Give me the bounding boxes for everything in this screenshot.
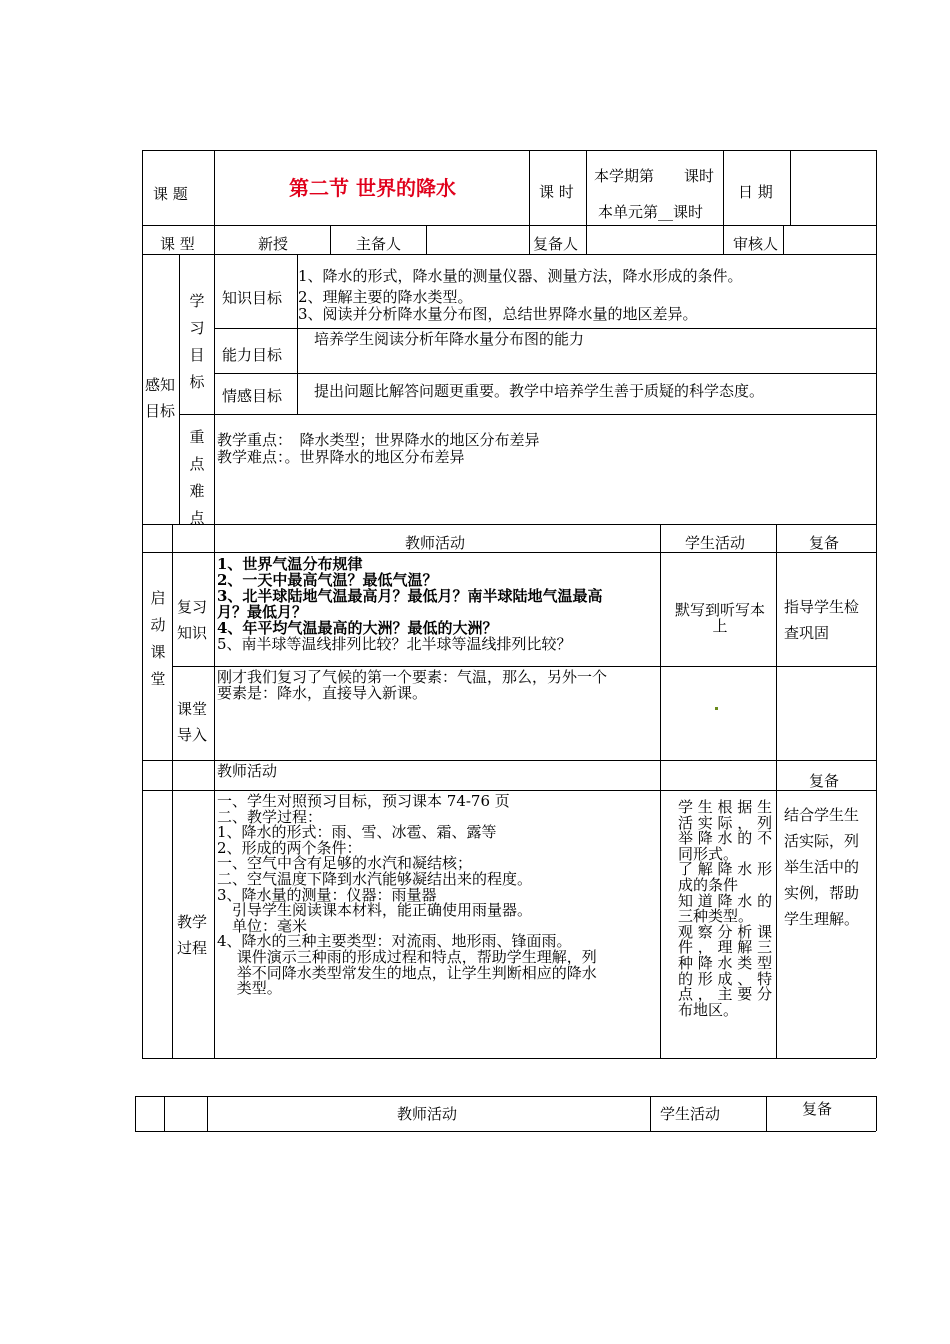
- type-label: 课 型: [160, 235, 195, 253]
- presenter-label: 主备人: [356, 235, 402, 253]
- key-points-label: 重 点 难 点: [189, 428, 205, 527]
- process-student-activity: 学 生 根 据 生 活 实 际 ， 列 举 降 水 的 不 同形式。 了 解 降 水 形 成的条件 知 道 降 水 的 三种类型。 观 察 分 析 课 件 ， 理 解 三 种 降 水 类 型 的 形 成 、 特 点 ， 主 要 分 布地区。: [678, 798, 773, 1019]
- student-activity-header: 学生活动: [685, 534, 746, 552]
- process-review-note: 结合学生生 活实际，列 举生活中的 实例，帮助 学生理解。: [784, 806, 860, 928]
- period-label: 课 时: [539, 183, 574, 201]
- key-points-text: 教学重点： 降水类型；世界降水的地区分布差异 教学难点：。世界降水的地区分布差异: [217, 431, 540, 466]
- objectives-section-label: 感知 目标: [145, 376, 176, 420]
- semester-period: 本学期第 课时: [594, 167, 715, 185]
- lesson-title: 第二节 世界的降水: [289, 176, 456, 200]
- review-student-activity: 默写到听写本 上: [674, 601, 765, 635]
- reviewer-label: 复备人: [533, 235, 579, 253]
- date-label: 日 期: [738, 183, 773, 201]
- bottom-review: 复备: [802, 1100, 833, 1118]
- type-value: 新授: [258, 235, 289, 253]
- emotion-goal-text: 提出问题比解答问题更重要。教学中培养学生善于质疑的科学态度。: [314, 382, 765, 400]
- class-intro-label: 课堂 导入: [177, 700, 208, 744]
- bottom-student-activity: 学生活动: [660, 1105, 721, 1123]
- unit-period: 本单元第__课时: [598, 203, 704, 221]
- teaching-process-text: 一、学生对照预习目标，预习课本 74-76 页 二、教学过程： 1、降水的形式：雨、雪、冰雹、霜、露等 2、形成的两个条件： 一、空气中含有足够的水汽和凝结核； 二、空气温度下降到水汽能够凝结出来的程度。 3、降水量的测量：仪器：雨量器 引导学生阅读课本材料，能正确使用雨量器。 单位：毫米 4、降水的三种主要类型：对流雨、地形雨、锋面雨。 课件演示三种雨的形成过程和特点，帮助学生理解，列 举不同降水类型常发生的地点，让学生判断相应的降水 类型。: [217, 792, 597, 998]
- ability-goal-label: 能力目标: [222, 346, 283, 364]
- class-intro-text: 刚才我们复习了气候的第一个要素：气温，那么，另外一个 要素是：降水，直接导入新课。: [217, 668, 608, 702]
- stray-mark: [715, 707, 718, 710]
- review-note: 指导学生检 查巩固: [784, 598, 860, 642]
- ability-goal-text: 培养学生阅读分析年降水量分布图的能力: [314, 330, 585, 348]
- knowledge-goal-text: 1、降水的形式，降水量的测量仪器、测量方法，降水形成的条件。 2、理解主要的降水类型。 3、阅读并分析降水量分布图，总结世界降水量的地区差异。: [298, 267, 743, 323]
- auditor-label: 审核人: [733, 235, 779, 253]
- topic-label: 课 题: [153, 185, 188, 203]
- teaching-process-label: 教学 过程: [177, 913, 208, 957]
- review-header: 复备: [809, 534, 840, 552]
- review-knowledge-label: 复习 知识: [177, 598, 208, 642]
- teacher-activity-header: 教师活动: [405, 534, 466, 552]
- review-knowledge-text: 1、世界气温分布规律 2、一天中最高气温？最低气温？ 3、北半球陆地气温最高月？最低月？南半球陆地气温最高 月？最低月？ 4、年平均气温最高的大洲？最低的大洲？ 5、南半球等温线排列比较？北半球等温线排列比较？: [217, 555, 603, 653]
- emotion-goal-label: 情感目标: [222, 387, 283, 405]
- knowledge-goal-label: 知识目标: [222, 289, 283, 307]
- learning-goals-label: 学 习 目 标: [189, 292, 205, 391]
- bottom-teacher-activity: 教师活动: [397, 1105, 458, 1123]
- teacher-activity-header-2: 教师活动: [217, 762, 278, 780]
- warmup-section-label: 启 动 课 堂: [150, 589, 166, 688]
- review-header-2: 复备: [809, 772, 840, 790]
